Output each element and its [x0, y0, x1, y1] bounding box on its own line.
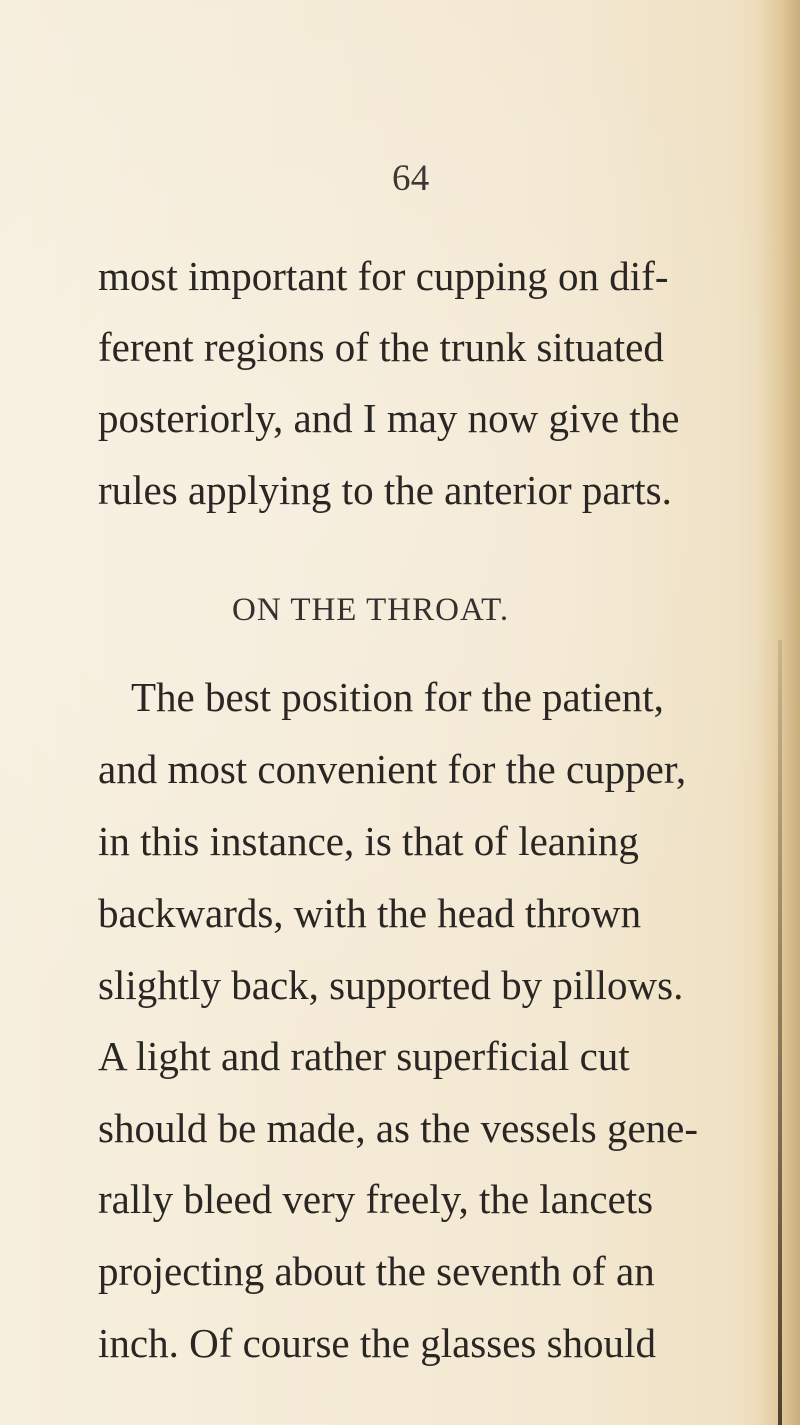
text-line: The best position for the patient, — [131, 674, 664, 720]
text-line: projecting about the seventh of an — [98, 1248, 655, 1294]
text-line: slightly back, supported by pillows. — [98, 962, 684, 1008]
text-line: backwards, with the head thrown — [98, 890, 642, 936]
text-line: inch. Of course the glasses should — [98, 1320, 656, 1366]
text-line: A light and rather superficial cut — [98, 1033, 630, 1079]
text-line: rules applying to the anterior parts. — [98, 467, 672, 513]
text-line: in this instance, is that of leaning — [98, 818, 639, 864]
page-number: 64 — [392, 158, 430, 199]
text-line: ferent regions of the trunk situated — [98, 324, 664, 370]
text-line: most important for cupping on dif- — [98, 253, 669, 299]
text-line: posteriorly, and I may now give the — [98, 395, 680, 441]
text-line: rally bleed very freely, the lancets — [98, 1176, 654, 1222]
section-heading: ON THE THROAT. — [232, 592, 510, 628]
text-line: and most convenient for the cupper, — [98, 746, 687, 792]
text-line: should be made, as the vessels gene- — [98, 1105, 699, 1151]
page-edge-line — [778, 640, 782, 1425]
